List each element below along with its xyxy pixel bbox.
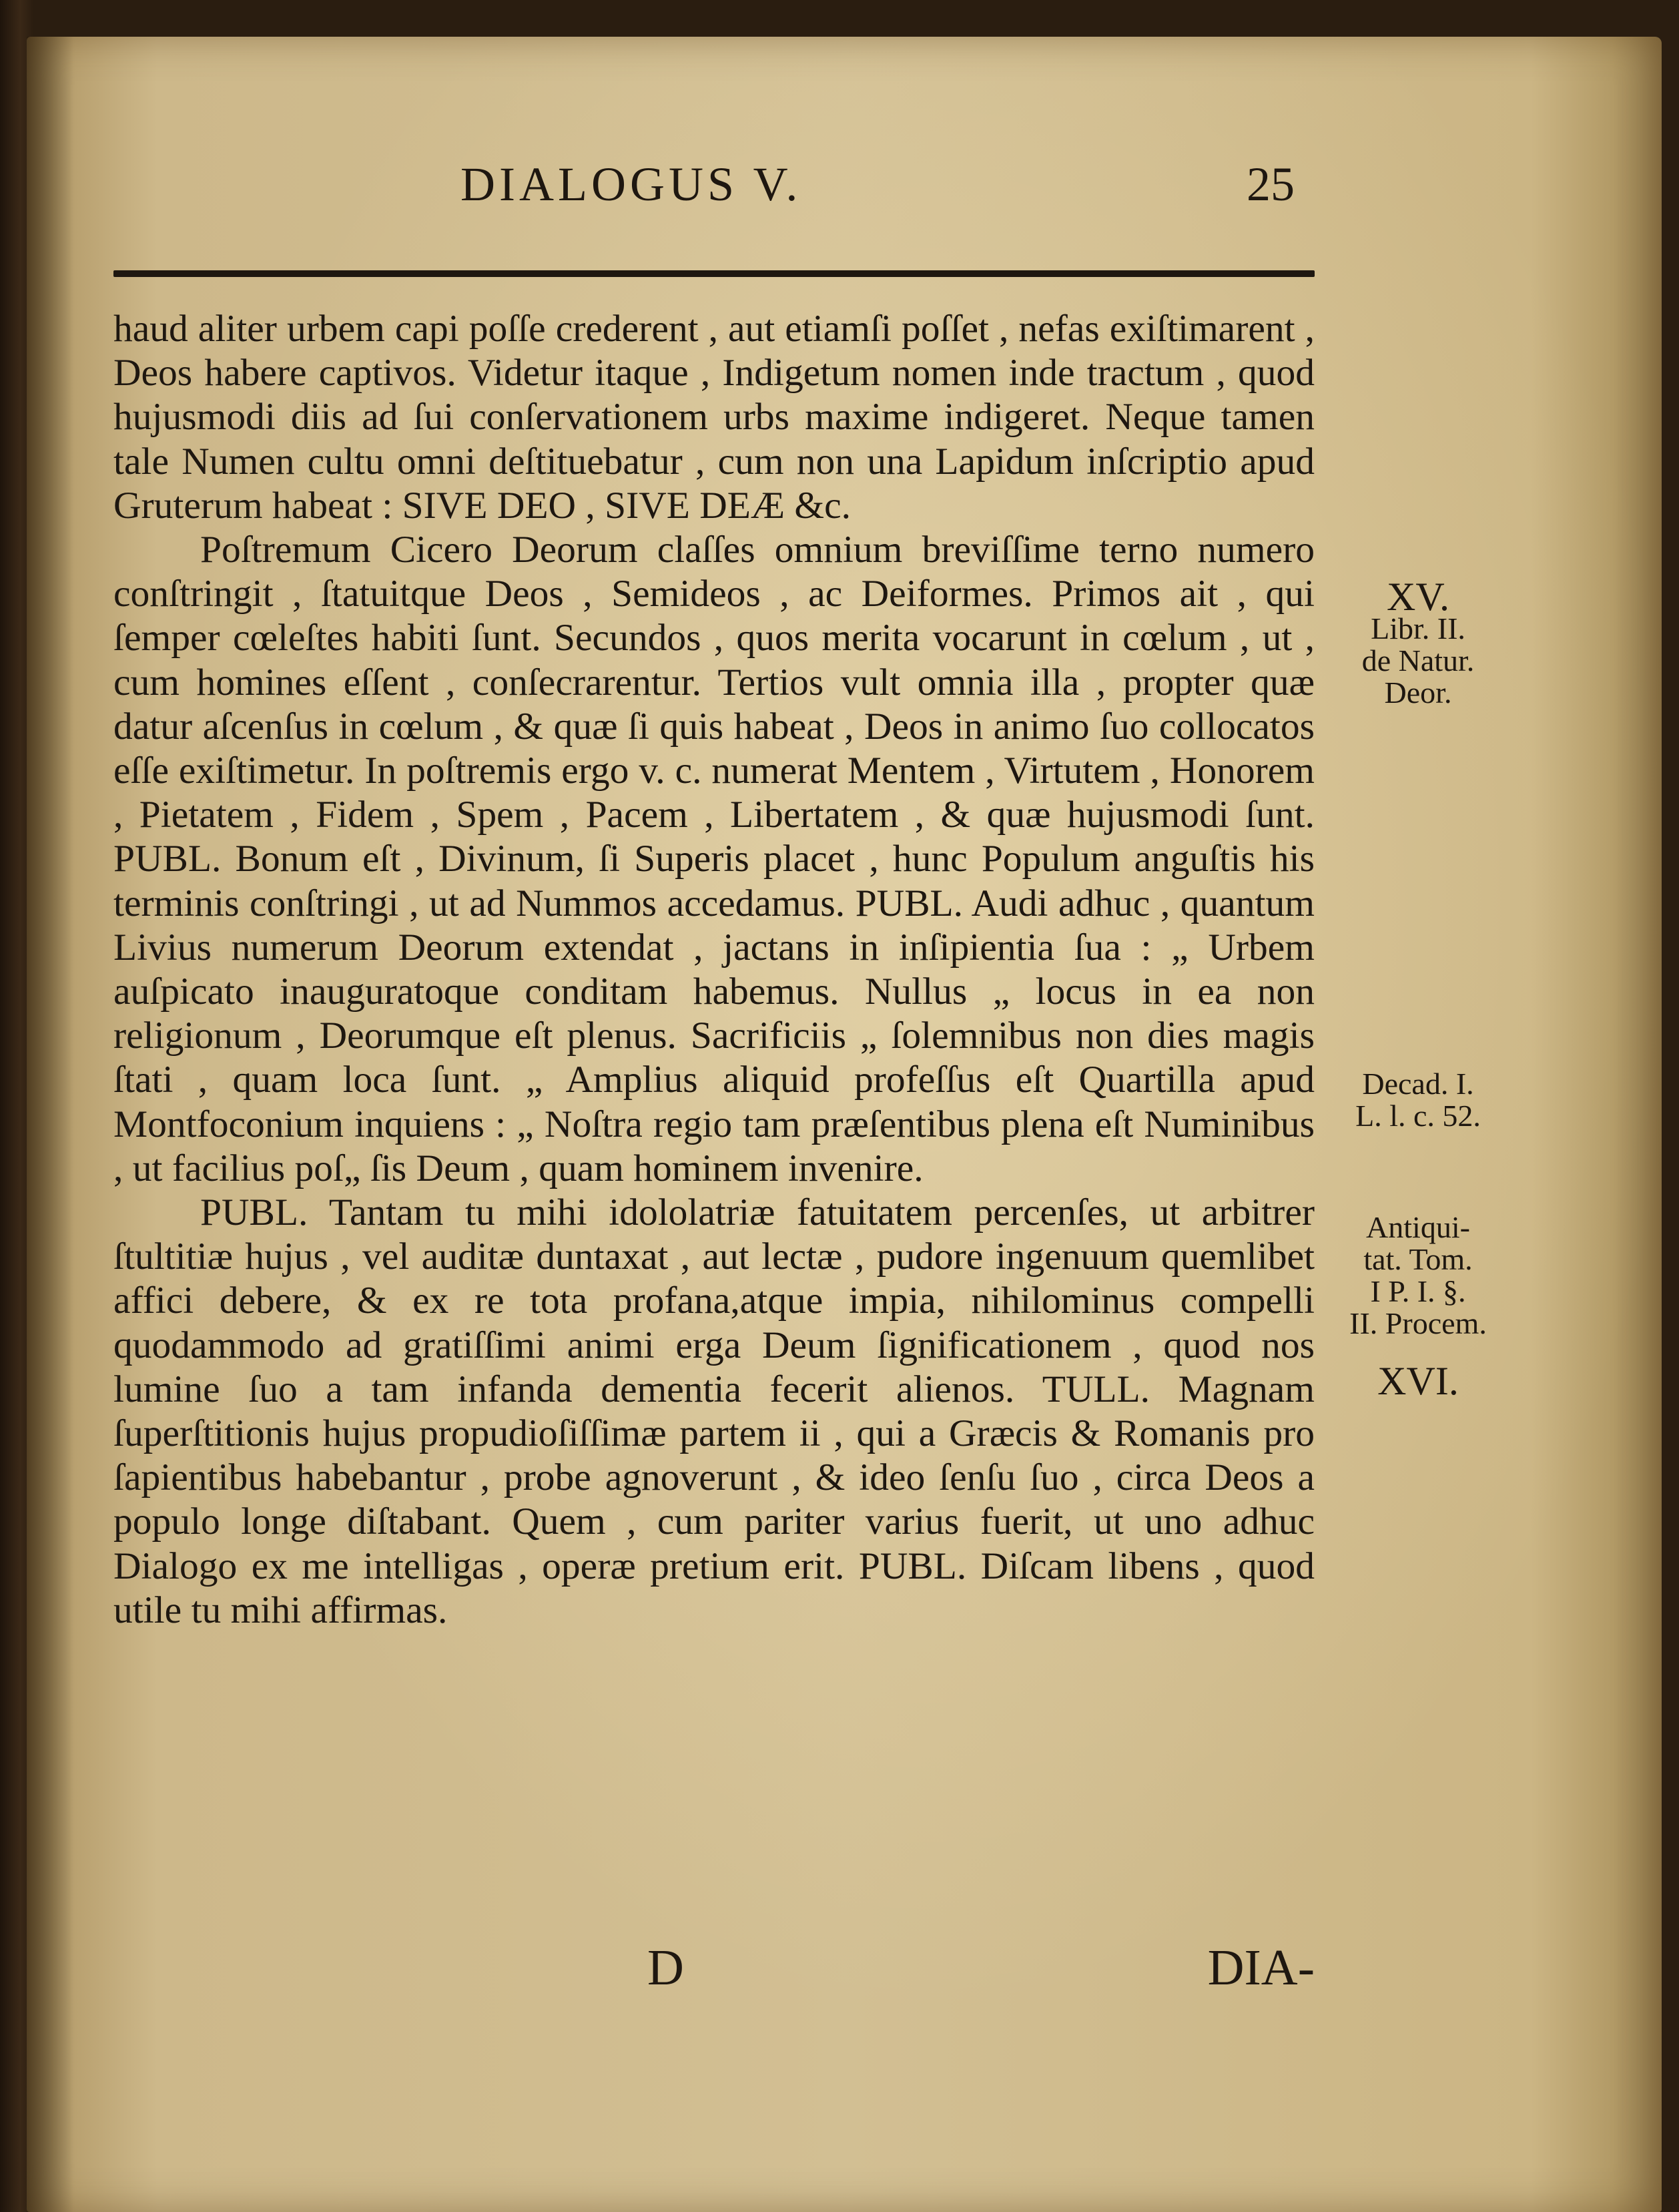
sidenote-line: II. Procem.	[1349, 1306, 1487, 1340]
sidenote-montfaucon	[1318, 1211, 1518, 1340]
paragraph-1: haud aliter urbem capi poſſe crederent , aut etiamſi poſſet , nefas exiſtimarent , Deos habere captivos. Videtur itaque , Indigetum nomen inde tractum , quod hujusmodi diis ad ſui conſervationem urbs maxime indigeret. Neque tamen tale Numen cultu omni deſtituebatur , cum non una Lapidum inſcriptio apud Gruterum habeat : SIVE DEO , SIVE DEÆ &c.	[113, 308, 1315, 527]
page-footer	[113, 1939, 1315, 2006]
sidenote-number: XV.	[1387, 575, 1449, 619]
body-text	[113, 307, 1315, 1633]
signature-mark: D	[647, 1940, 684, 1996]
catchword: DIA-	[1207, 1940, 1315, 1996]
sidenote-line: Libr. II.	[1371, 611, 1465, 645]
paragraph-2: Poſtremum Cicero Deorum claſſes omnium breviſſime terno numero conſtringit , ſtatuitque Deos , Semideos , ac Deiformes. Primos ait , qui ſemper cœleſtes habiti ſunt. Secundos , quos merita vocarunt in cœlum , ut , cum homines eſſent , conſecrarentur. Tertios vult omnia illa , propter quæ datur aſcenſus in cœlum , & quæ ſi quis habeat , Deos in animo ſuo collocatos eſſe exiſtimetur. In poſtremis ergo v. c. numerat Mentem , Virtutem , Honorem , Pietatem , Fidem , Spem , Pacem , Libertatem , & quæ hujusmodi ſunt. PUBL. Bonum eſt , Divinum, ſi Superis placet , hunc Populum anguſtis his terminis conſtringi , ut ad Nummos accedamus. PUBL. Audi adhuc , quantum Livius numerum Deorum extendat , jactans in inſipientia ſua : „ Urbem auſpicato inauguratoque conditam habemus. Nullus „ locus in ea non religionum , Deorumque eſt plenus. Sacrificiis „ ſolemnibus non dies magis ſtati , quam loca ſunt. „ Amplius aliquid profeſſus eſt Quartilla apud Montfoconium inquiens : „ Noſtra regio tam præſentibus plena eſt Numinibus , ut facilius poſ„ ſis Deum , quam hominem invenire.	[113, 529, 1315, 1189]
sidenote-number: XVI.	[1377, 1359, 1459, 1403]
sidenote-line: de Natur.	[1361, 643, 1475, 677]
sidenote-xv	[1318, 575, 1518, 710]
header-rule	[113, 270, 1315, 277]
sidenote-line: Antiqui-	[1366, 1210, 1470, 1244]
sidenote-line: L. l. c. 52.	[1355, 1099, 1481, 1133]
sidenote-line: Decad. I.	[1362, 1067, 1474, 1101]
page-number: 25	[1247, 158, 1295, 211]
sidenote-line: tat. Tom.	[1363, 1242, 1473, 1276]
sidenote-xvi	[1318, 1359, 1518, 1403]
sidenote-line: I P. I. §.	[1370, 1274, 1466, 1308]
book-page	[27, 37, 1662, 2212]
sidenote-line: Deor.	[1384, 675, 1452, 710]
page-header	[460, 157, 1308, 237]
sidenote-livius	[1318, 1068, 1518, 1132]
spine-shadow	[27, 37, 73, 2212]
running-head: DIALOGUS V.	[460, 158, 802, 211]
paragraph-3: PUBL. Tantam tu mihi idololatriæ fatuitatem percenſes, ut arbitrer ſtultitiæ hujus , vel auditæ duntaxat , aut lectæ , pudore ingenuum quemlibet affici debere, & ex re tota profana,atque impia, nihilominus compelli quodammodo ad gratiſſimi animi erga Deum ſignificationem , quod nos lumine ſuo a tam infanda dementia fecerit alienos. TULL. Magnam ſuperſtitionis hujus propudioſiſſimæ partem ii , qui a Græcis & Romanis pro ſapientibus habebantur , probe agnoverunt , & ideo ſenſu ſuo , circa Deos a populo longe diſtabant. Quem , cum pariter varius fuerit, ut uno adhuc Dialogo ex me intelligas , operæ pretium erit. PUBL. Diſcam libens , quod utile tu mihi affirmas.	[113, 1191, 1315, 1631]
